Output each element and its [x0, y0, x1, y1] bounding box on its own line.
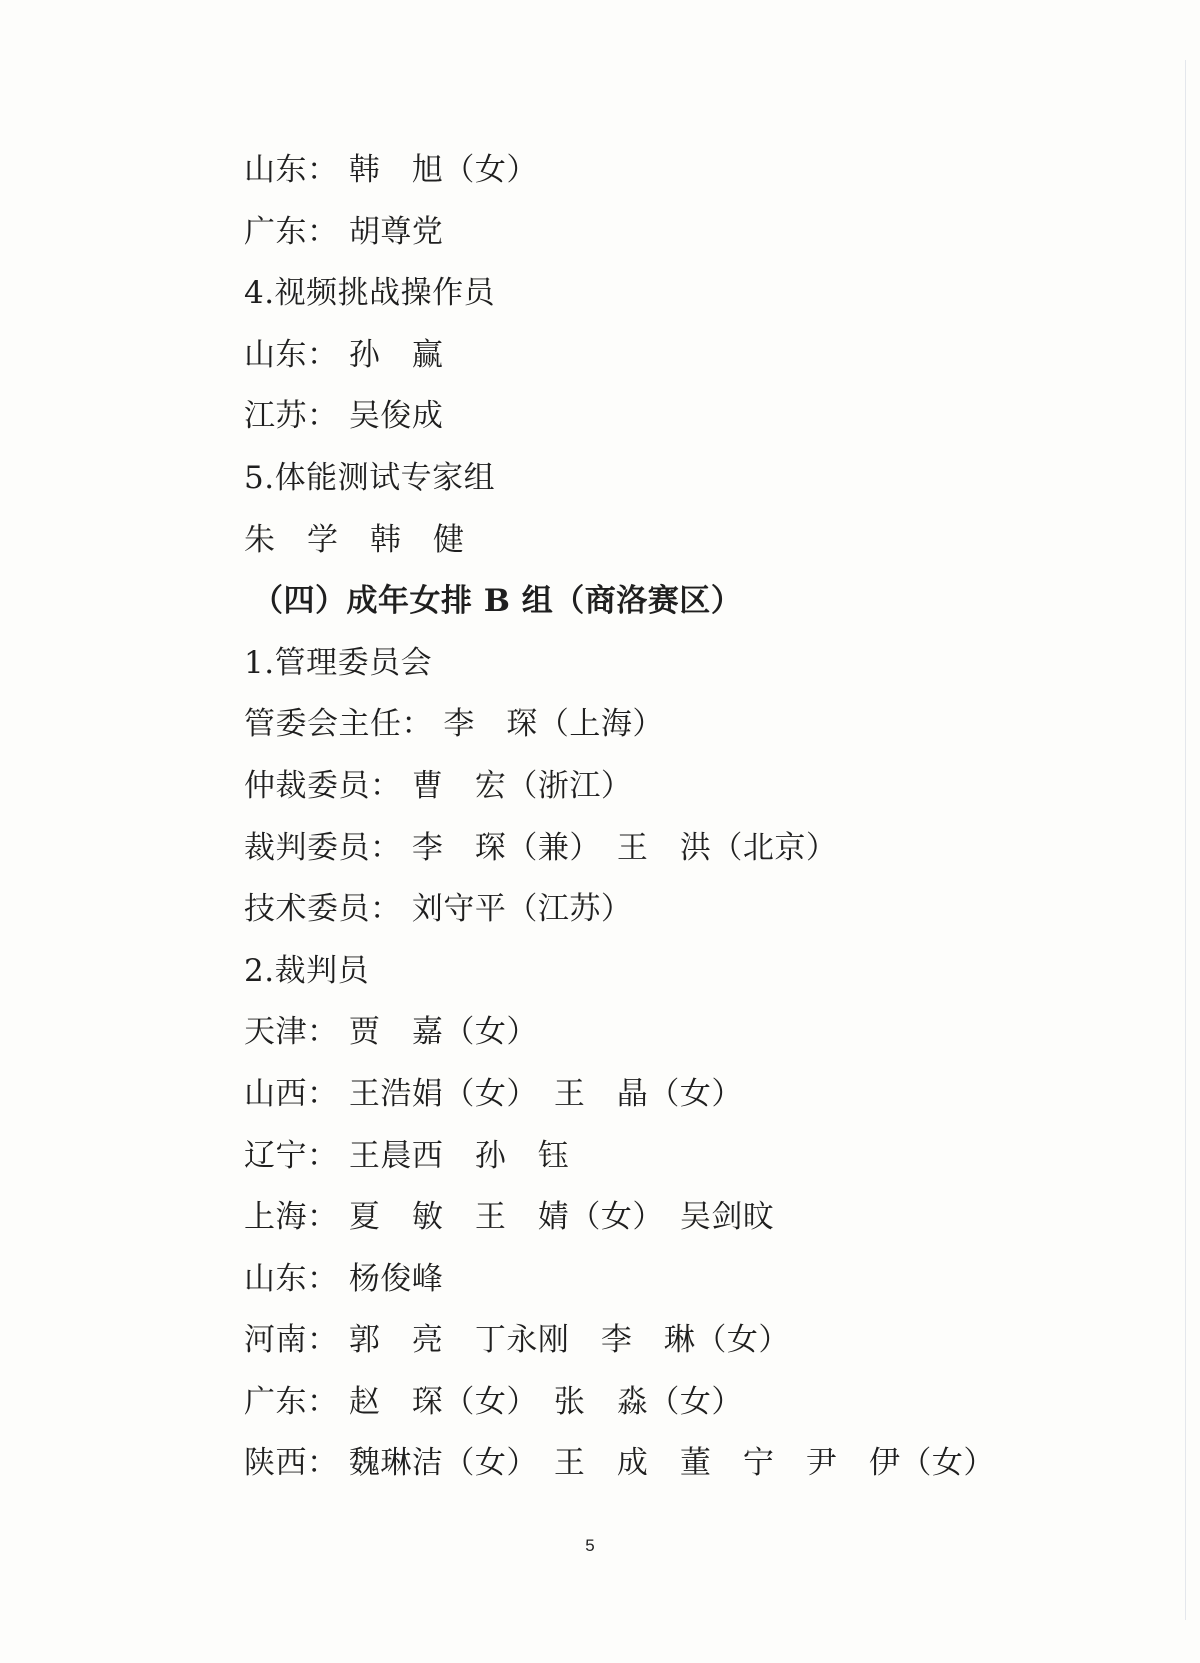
text-line: 仲裁委员： 曹 宏（浙江） — [244, 767, 633, 804]
text-line: 山东： 孙 赢 — [244, 336, 444, 373]
text-line: 技术委员： 刘守平（江苏） — [244, 891, 633, 928]
text-line: 山东： 杨俊峰 — [244, 1260, 444, 1297]
text-line: 管委会主任： 李 琛（上海） — [244, 706, 664, 743]
text-line: 山西： 王浩娟（女） 王 晶（女） — [244, 1075, 743, 1112]
list-heading: 5.体能测试专家组 — [244, 459, 496, 496]
text-line: 上海： 夏 敏 王 婧（女） 吴剑旼 — [244, 1199, 775, 1236]
text-line: 裁判委员： 李 琛（兼） 王 洪（北京） — [244, 829, 838, 866]
text-line: 江苏： 吴俊成 — [244, 398, 444, 435]
text-line: 广东： 胡尊党 — [244, 213, 444, 250]
text-line: 辽宁： 王晨西 孙 钰 — [244, 1137, 570, 1174]
section-heading: （四）成年女排 B 组（商洛赛区） — [252, 583, 743, 620]
text-line: 陕西： 魏琳洁（女） 王 成 董 宁 尹 伊（女） — [244, 1445, 995, 1482]
list-heading: 1.管理委员会 — [244, 644, 433, 681]
text-line: 天津： 贾 嘉（女） — [244, 1014, 538, 1051]
text-line: 河南： 郭 亮 丁永刚 李 琳（女） — [244, 1322, 790, 1359]
page-number: 5 — [585, 1536, 595, 1555]
text-line: 广东： 赵 琛（女） 张 淼（女） — [244, 1383, 743, 1420]
page-edge — [1185, 60, 1186, 1620]
document-body — [244, 140, 1144, 1495]
list-heading: 2.裁判员 — [244, 952, 370, 989]
list-heading: 4.视频挑战操作员 — [244, 275, 496, 312]
text-line: 山东： 韩 旭（女） — [244, 152, 538, 188]
text-line: 朱 学 韩 健 — [244, 521, 465, 558]
